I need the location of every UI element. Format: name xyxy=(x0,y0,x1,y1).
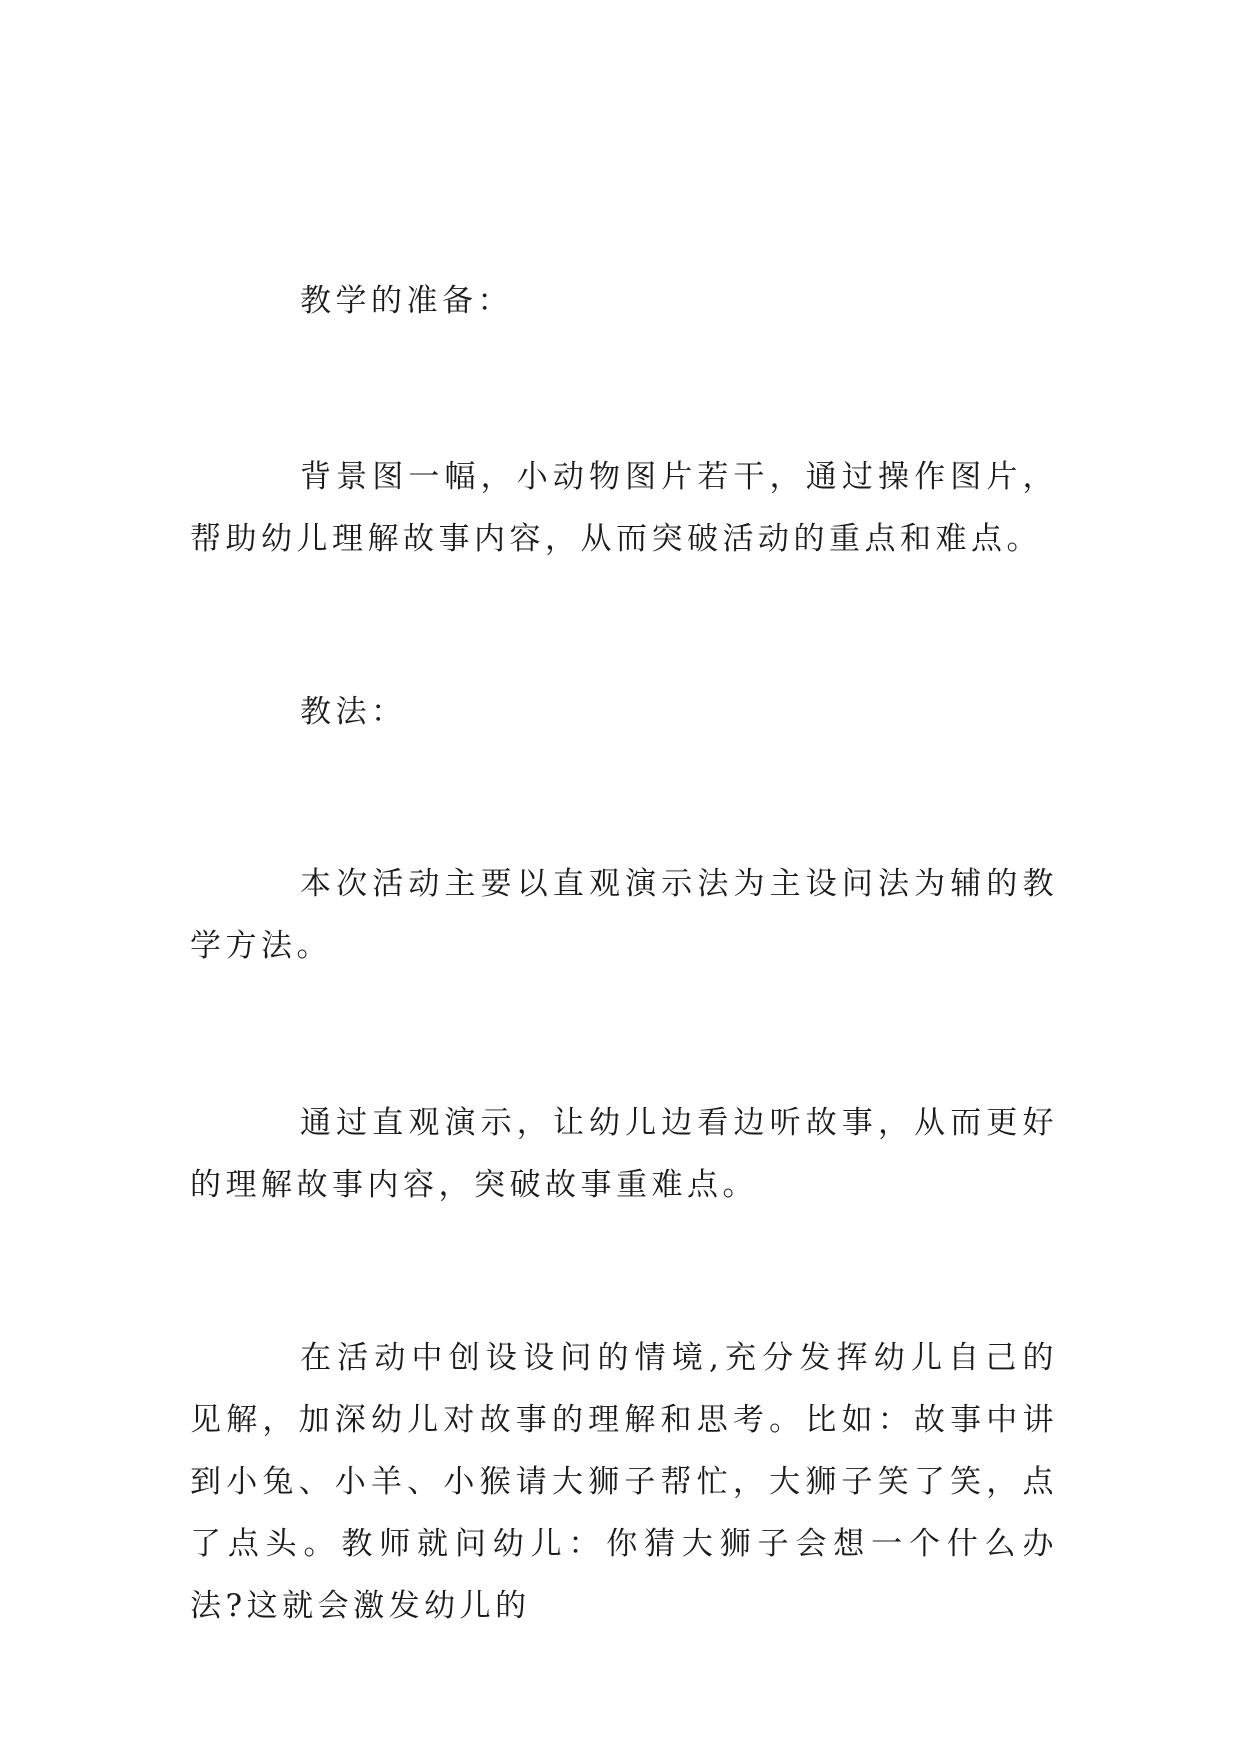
paragraph-questioning-method: 在活动中创设设问的情境,充分发挥幼儿自己的见解，加深幼儿对故事的理解和思考。比如：故事中讲到小兔、小羊、小猴请大狮子帮忙，大狮子笑了笑，点了点头。教师就问幼儿：你猜大狮子会想一个什么办法?这就会激发幼儿的 xyxy=(190,1340,1058,1624)
heading-teaching-preparation: 教学的准备： xyxy=(300,283,513,319)
paragraph-method-overview: 本次活动主要以直观演示法为主设问法为辅的教学方法。 xyxy=(190,866,1058,964)
paragraph-preparation-materials: 背景图一幅，小动物图片若干，通过操作图片，帮助幼儿理解故事内容，从而突破活动的重点和难点。 xyxy=(190,459,1058,557)
paragraph-visual-demonstration: 通过直观演示，让幼儿边看边听故事，从而更好的理解故事内容，突破故事重难点。 xyxy=(190,1105,1058,1203)
heading-teaching-method: 教法： xyxy=(300,694,407,730)
